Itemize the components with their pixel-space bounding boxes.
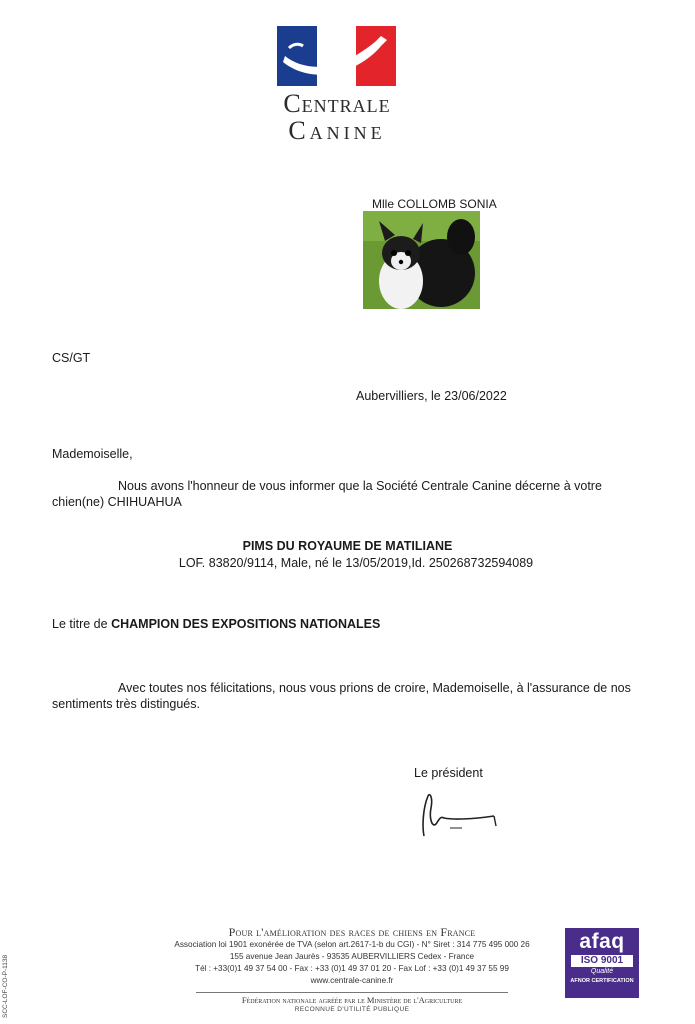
centrale-canine-logo-flag (277, 26, 396, 86)
logo-line-canine: Canine (288, 116, 386, 145)
afaq-cert: AFNOR CERTIFICATION (570, 978, 634, 984)
chihuahua-dog-photo (363, 211, 480, 309)
dog-name: PIMS DU ROYAUME DE MATILIANE (242, 539, 453, 553)
afaq-iso-badge (565, 928, 639, 998)
footer-legal-line: Association loi 1901 exonérée de TVA (selon art.2617-1-b du CGI) - N° Siret : 314 775 495 000 26 (174, 940, 530, 949)
paragraph-announcement (52, 478, 652, 510)
footer-website-line: www.centrale-canine.fr (310, 976, 394, 985)
footer-federation: Fédération nationale agréée par le Ministère de l'Agriculture (241, 995, 463, 1005)
date-line: Aubervilliers, le 23/06/2022 (356, 389, 507, 403)
footer-divider (196, 992, 508, 993)
document-code: SCC-LOF-CO-P-1138 (2, 954, 9, 1018)
logo-line-centrale: Centrale (283, 89, 391, 118)
footer-address-line: 155 avenue Jean Jaurès - 93535 AUBERVILLIERS Cedex - France (229, 952, 475, 961)
title-prefix: Le titre de (52, 617, 112, 631)
dog-details: LOF. 83820/9114, Male, né le 13/05/2019,Id. 250268732594089 (178, 556, 534, 570)
signer-title: Le président (414, 766, 483, 780)
title-line (52, 617, 380, 631)
paragraph-closing (52, 680, 657, 712)
footer-phone-line: Tél : +33(0)1 49 37 54 00 - Fax : +33 (0)1 49 37 01 20 - Fax Lof : +33 (0)1 49 37 55 99 (195, 964, 509, 973)
footer-contact (140, 939, 564, 987)
paragraph-closing-text: Avec toutes nos félicitations, nous vous prions de croire, Mademoiselle, à l'assurance de nos sentiments très distingués. (52, 681, 631, 711)
afaq-quality: Qualité (590, 968, 614, 975)
leaping-dog-icon (277, 26, 396, 86)
title-award: CHAMPION DES EXPOSITIONS NATIONALES (111, 617, 381, 631)
centrale-canine-logo-text (270, 90, 404, 144)
reference-initials: CS/GT (52, 351, 91, 365)
salutation: Mademoiselle, (52, 447, 133, 461)
afaq-iso: ISO 9001 (571, 955, 633, 967)
footer-recognized: RECONNUE D'UTILITÉ PUBLIQUE (294, 1006, 410, 1013)
recipient-name: Mlle COLLOMB SONIA (372, 197, 497, 211)
paragraph-announcement-text: Nous avons l'honneur de vous informer que la Société Centrale Canine décerne à votre chien(ne) CHIHUAHUA (52, 479, 602, 509)
footer-motto: Pour l'amélioration des races de chiens en France (228, 925, 476, 939)
president-signature (414, 786, 504, 847)
afaq-brand: afaq (579, 930, 625, 953)
